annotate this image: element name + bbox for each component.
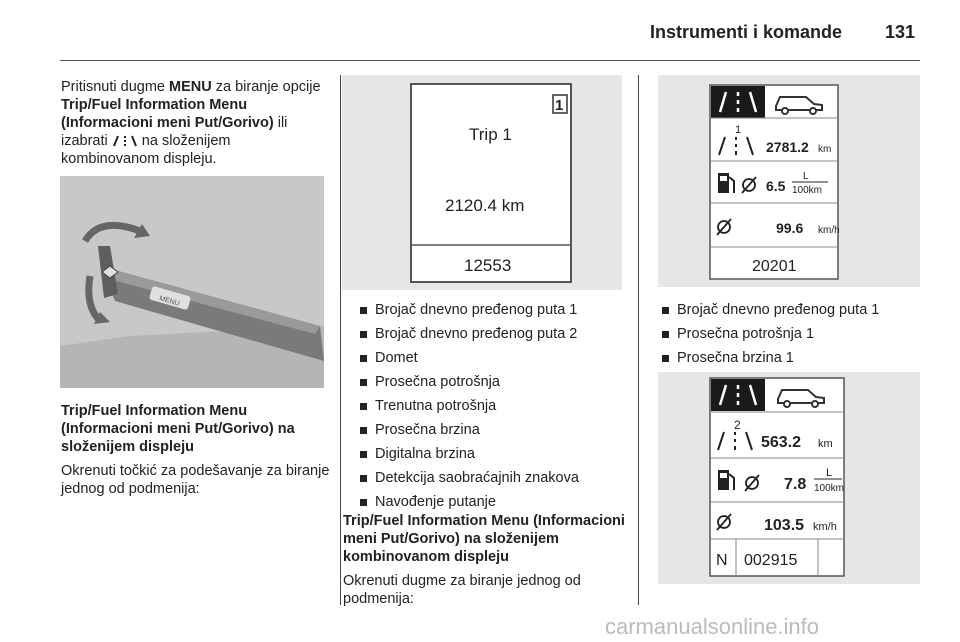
consumption-unit-bottom: 100km — [814, 483, 845, 494]
odometer-value: 20201 — [752, 258, 797, 275]
list-item — [356, 346, 636, 370]
bullet-square — [360, 427, 367, 434]
simple-display-illustration — [342, 75, 622, 290]
watermark: carmanualsonline.info — [605, 614, 820, 639]
list-item — [658, 346, 920, 370]
trip-distance-unit: km — [818, 144, 832, 155]
bullet-square — [360, 331, 367, 338]
consumption-unit-bottom: 100km — [792, 185, 823, 196]
list-item — [356, 370, 636, 394]
header-divider — [60, 60, 920, 61]
section-heading-combined-display: Trip/Fuel Information Menu (Informacioni meni Put/Gorivo) na složenijem kombinovanom displeju — [343, 513, 625, 565]
intro-text-3: ili izabrati — [61, 115, 288, 149]
list-item-label: Digitalna brzina — [375, 446, 475, 462]
list-item — [356, 490, 636, 514]
trip-number: 1 — [735, 124, 742, 136]
submenu-list-simple — [356, 298, 636, 514]
column-divider-2 — [638, 75, 639, 605]
page-number: 131 — [885, 22, 916, 42]
consumption-unit-top: L — [803, 171, 809, 182]
trip-distance-value: 563.2 — [761, 434, 802, 451]
menu-name: Trip/Fuel Information Menu (Informacioni meni Put/Gorivo) — [61, 97, 274, 131]
trip-badge-number: 1 — [555, 97, 564, 114]
intro-text-2: za biranje opcije — [211, 79, 321, 95]
list-item — [356, 466, 636, 490]
trip-distance-unit: km — [818, 438, 833, 450]
column-divider-1 — [340, 75, 341, 605]
section-body-combined-display: Okrenuti dugme za biranje jednog od podmenija: — [343, 573, 581, 607]
combined-display-illustration-2 — [658, 372, 920, 584]
bullet-square — [360, 307, 367, 314]
odometer-value: 12553 — [464, 256, 512, 275]
submenu-list-combined — [658, 298, 920, 370]
combined-display-illustration-1 — [658, 75, 920, 287]
odometer-value: 002915 — [744, 552, 798, 569]
section-heading-simple-display: Trip/Fuel Information Menu (Informacioni meni Put/Gorivo) na složenijem displeju — [61, 403, 295, 455]
trip-distance-value: 2781.2 — [766, 139, 809, 155]
list-item — [658, 322, 920, 346]
bullet-square — [360, 451, 367, 458]
list-item-label: Prosečna brzina — [375, 422, 480, 438]
consumption-unit-top: L — [826, 467, 833, 479]
bullet-square — [360, 475, 367, 482]
section-body-simple-display: Okrenuti točkić za podešavanje za biranje jednog od podmenija: — [61, 463, 330, 497]
list-item — [356, 418, 636, 442]
bullet-square — [662, 355, 669, 362]
bullet-square — [662, 307, 669, 314]
intro-paragraph — [61, 78, 331, 168]
bullet-square — [360, 403, 367, 410]
speed-unit: km/h — [813, 521, 837, 533]
bullet-square — [360, 355, 367, 362]
gear-indicator: N — [716, 552, 728, 569]
trip-road-icon — [112, 134, 138, 148]
list-item — [356, 442, 636, 466]
trip-number: 2 — [734, 418, 741, 432]
list-item-label: Prosečna potrošnja 1 — [677, 326, 815, 342]
list-item — [356, 322, 636, 346]
consumption-value: 6.5 — [766, 178, 786, 194]
fig-menu-button-label: MENU — [158, 295, 181, 308]
page-header-title: Instrumenti i komande — [650, 22, 843, 42]
trip-label: Trip 1 — [469, 125, 512, 144]
list-item-label: Domet — [375, 350, 418, 366]
steering-column-lever-illustration — [60, 176, 324, 388]
speed-value: 99.6 — [776, 220, 804, 236]
list-item-label: Brojač dnevno pređenog puta 2 — [375, 326, 578, 342]
intro-text-4: na složenijem kombinovanom displeju. — [61, 133, 231, 167]
consumption-value: 7.8 — [784, 476, 807, 493]
trip-display-screen — [410, 83, 572, 283]
trip-distance-value: 2120.4 km — [445, 196, 525, 215]
list-item-label: Brojač dnevno pređenog puta 1 — [375, 302, 578, 318]
list-item-label: Prosečna brzina 1 — [677, 350, 794, 366]
menu-button-ref: MENU — [169, 79, 212, 95]
speed-value: 103.5 — [764, 517, 805, 534]
intro-text-1: Pritisnuti dugme — [61, 79, 169, 95]
list-item-label: Brojač dnevno pređenog puta 1 — [677, 302, 880, 318]
list-item-label: Detekcija saobraćajnih znakova — [375, 470, 579, 486]
list-item-label: Navođenje putanje — [375, 494, 496, 510]
bullet-square — [662, 331, 669, 338]
bullet-square — [360, 379, 367, 386]
list-item-label: Prosečna potrošnja — [375, 374, 500, 390]
speed-unit: km/h — [818, 225, 840, 236]
bullet-square — [360, 499, 367, 506]
list-item-label: Trenutna potrošnja — [375, 398, 497, 414]
list-item — [356, 394, 636, 418]
list-item — [658, 298, 920, 322]
list-item — [356, 298, 636, 322]
